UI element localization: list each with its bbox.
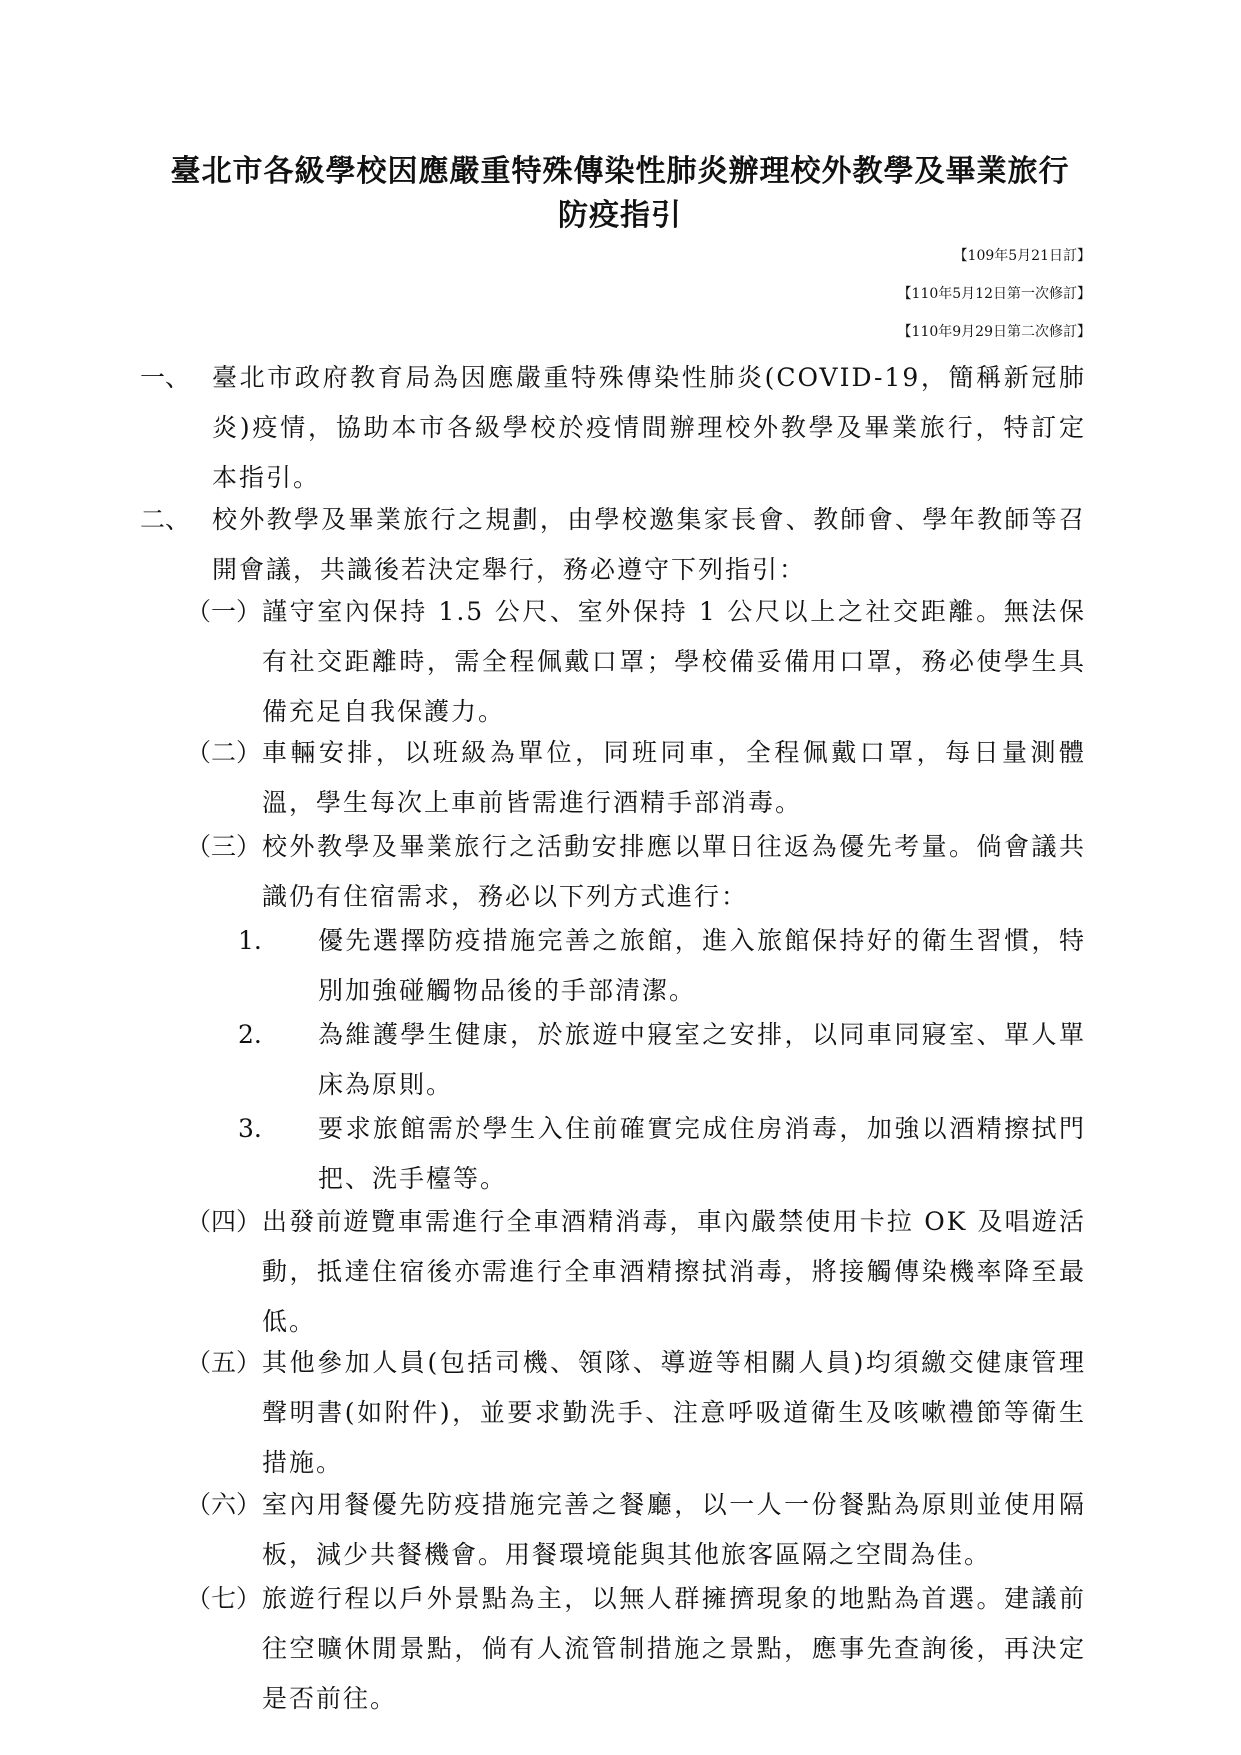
item-marker: （五） bbox=[186, 1348, 262, 1377]
document-title-line1: 臺北市各級學校因應嚴重特殊傳染性肺炎辦理校外教學及畢業旅行 bbox=[170, 154, 1070, 189]
subitem-text: 為維護學生健康，於旅遊中寢室之安排，以同車同寢室、單人單床為原則。 bbox=[318, 1020, 1086, 1099]
item-marker: （一） bbox=[186, 597, 262, 626]
item-marker: （七） bbox=[186, 1584, 262, 1613]
item-marker: （六） bbox=[186, 1490, 262, 1519]
item-text: 車輛安排，以班級為單位，同班同車，全程佩戴口罩，每日量測體溫，學生每次上車前皆需進行酒精手部消毒。 bbox=[262, 738, 1086, 817]
section-marker: 一、 bbox=[140, 363, 191, 392]
section-marker: 二、 bbox=[140, 505, 191, 534]
item-text: 校外教學及畢業旅行之活動安排應以單日往返為優先考量。倘會議共識仍有住宿需求，務必以下列方式進行： bbox=[262, 832, 1086, 911]
item-text: 室內用餐優先防疫措施完善之餐廳，以一人一份餐點為原則並使用隔板，減少共餐機會。用餐環境能與其他旅客區隔之空間為佳。 bbox=[262, 1490, 1086, 1569]
item-text: 出發前遊覽車需進行全車酒精消毒，車內嚴禁使用卡拉 OK 及唱遊活動，抵達住宿後亦需進行全車酒精擦拭消毒，將接觸傳染機率降至最低。 bbox=[262, 1207, 1086, 1336]
item-text: 謹守室內保持 1.5 公尺、室外保持 1 公尺以上之社交距離。無法保有社交距離時，需全程佩戴口罩；學校備妥備用口罩，務必使學生具備充足自我保護力。 bbox=[262, 597, 1086, 726]
subitem-marker: 1. bbox=[238, 926, 262, 955]
item-marker: （三） bbox=[186, 832, 262, 861]
item-text: 其他參加人員(包括司機、領隊、導遊等相關人員)均須繳交健康管理聲明書(如附件)，並要求勤洗手、注意呼吸道衛生及咳嗽禮節等衛生措施。 bbox=[262, 1348, 1086, 1477]
subitem-marker: 3. bbox=[238, 1114, 262, 1143]
revision-note: 【110年5月12日第一次修訂】 bbox=[897, 286, 1091, 302]
item-marker: （二） bbox=[186, 738, 262, 767]
section-text: 臺北市政府教育局為因應嚴重特殊傳染性肺炎(COVID-19，簡稱新冠肺炎)疫情，協助本市各級學校於疫情間辦理校外教學及畢業旅行，特訂定本指引。 bbox=[212, 363, 1086, 492]
subitem-text: 優先選擇防疫措施完善之旅館，進入旅館保持好的衛生習慣，特別加強碰觸物品後的手部清潔。 bbox=[318, 926, 1086, 1005]
revision-note: 【110年9月29日第二次修訂】 bbox=[897, 324, 1091, 340]
revision-note: 【109年5月21日訂】 bbox=[953, 248, 1091, 264]
section-text: 校外教學及畢業旅行之規劃，由學校邀集家長會、教師會、學年教師等召開會議，共識後若決定舉行，務必遵守下列指引： bbox=[212, 505, 1086, 584]
item-marker: （四） bbox=[186, 1207, 262, 1236]
subitem-marker: 2. bbox=[238, 1020, 262, 1049]
document-title-line2: 防疫指引 bbox=[558, 198, 682, 233]
subitem-text: 要求旅館需於學生入住前確實完成住房消毒，加強以酒精擦拭門把、洗手檯等。 bbox=[318, 1114, 1086, 1193]
item-text: 旅遊行程以戶外景點為主，以無人群擁擠現象的地點為首選。建議前往空曠休閒景點，倘有人流管制措施之景點，應事先查詢後，再決定是否前往。 bbox=[262, 1584, 1086, 1713]
